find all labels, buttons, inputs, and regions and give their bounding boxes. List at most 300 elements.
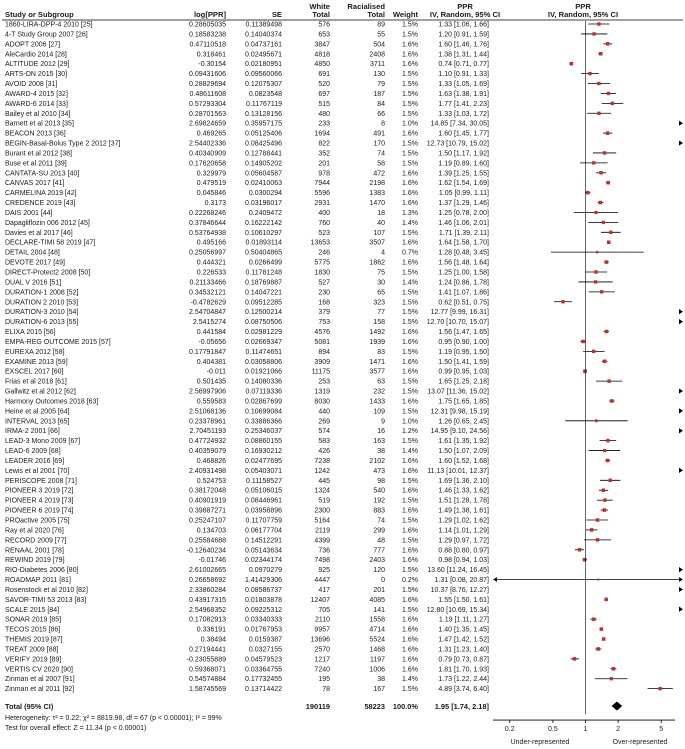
se-value: 0.14047221 — [245, 289, 282, 297]
point-marker — [607, 92, 610, 95]
se-value: 0.05604587 — [245, 170, 282, 178]
racialised-total: 30 — [377, 279, 385, 287]
weight-value: 1.5% — [402, 100, 418, 108]
racialised-total: 504 — [373, 41, 385, 49]
total-ci: 1.95 [1.74, 2.18] — [434, 702, 489, 712]
study-name: IRMA-2 2001 [66] — [5, 428, 60, 436]
white-total: 12407 — [310, 596, 330, 604]
study-name: VERIFY 2019 [89] — [5, 656, 62, 664]
racialised-total: 3711 — [369, 61, 385, 69]
point-marker — [605, 330, 609, 334]
se-value: 0.11781248 — [245, 269, 282, 277]
weight-value: 1.0% — [402, 120, 418, 128]
white-total: 5081 — [314, 338, 330, 346]
logppr-value: -0.011 — [206, 368, 226, 376]
study-name: DAIS 2001 [44] — [5, 209, 53, 217]
weight-value: 1.5% — [402, 71, 418, 79]
white-total: 705 — [318, 606, 330, 614]
se-value: 0.05403071 — [245, 467, 282, 475]
se-header: SE — [271, 10, 282, 19]
point-marker — [596, 251, 598, 253]
white-header-line1: White — [309, 2, 330, 11]
se-value: 0.08860155 — [245, 438, 282, 446]
study-name: THEMIS 2019 [87] — [5, 636, 63, 644]
logppr-value: 0.468826 — [196, 457, 226, 465]
logppr-value: 0.27194441 — [189, 646, 226, 654]
ci-header-line2: IV, Random, 95% CI — [429, 10, 501, 19]
racialised-total: 1383 — [369, 190, 385, 198]
se-value: 0.16222142 — [245, 219, 282, 227]
study-name: Heine et al 2005 [64] — [5, 408, 70, 416]
ci-value: 1.05 [0.99, 1.11] — [438, 190, 489, 198]
point-marker — [561, 300, 564, 303]
point-marker — [606, 131, 610, 135]
white-total: 5775 — [314, 259, 330, 267]
study-name: DUAL V 2016 [51] — [5, 279, 62, 287]
weight-value: 1.5% — [402, 309, 418, 317]
point-marker — [592, 617, 596, 621]
se-value: 0.01893114 — [245, 239, 282, 247]
logppr-value: 0.045846 — [196, 190, 226, 198]
study-name: EXAMINE 2013 [59] — [5, 358, 68, 366]
white-total: 4447 — [314, 577, 330, 585]
weight-value: 1.6% — [402, 547, 418, 555]
racialised-total: 16 — [377, 428, 385, 436]
se-value: 0.0970279 — [248, 567, 282, 575]
racialised-total: 55 — [377, 31, 385, 39]
se-value: 0.10699084 — [245, 408, 282, 416]
racialised-total: 84 — [377, 100, 385, 108]
ci-value: 0.95 [0.90, 1.00] — [438, 338, 489, 346]
study-name: Gallwitz et al 2012 [62] — [5, 388, 76, 396]
ci-value: 11.13 [10.01, 12.37] — [427, 467, 489, 475]
ci-value: 1.41 [1.07, 1.86] — [438, 289, 489, 297]
study-name: DIRECT-Protect2 2008 [50] — [5, 269, 91, 277]
racialised-total: 40 — [377, 219, 385, 227]
logppr-value: 0.25247107 — [189, 517, 226, 525]
racialised-total: 75 — [377, 269, 385, 277]
point-marker — [596, 538, 599, 541]
racialised-total: 1471 — [369, 358, 385, 366]
se-value: 0.07119336 — [245, 388, 282, 396]
se-value: 0.14080336 — [245, 378, 282, 386]
se-value: 0.02981229 — [245, 329, 282, 337]
white-total: 13653 — [310, 239, 330, 247]
point-marker — [604, 598, 608, 602]
study-name: Davies et al 2017 [46] — [5, 229, 73, 237]
study-name: Buse et al 2011 [39] — [5, 160, 67, 168]
ci-value: 1.49 [1.38, 1.61] — [438, 507, 489, 515]
racialised-total: 38 — [377, 448, 385, 456]
racialised-total: 299 — [373, 527, 385, 535]
se-value: 0.2409472 — [248, 209, 282, 217]
point-marker — [610, 399, 614, 403]
point-marker — [592, 32, 595, 35]
logppr-value: 0.329979 — [196, 170, 226, 178]
racialised-total: 1433 — [369, 398, 385, 406]
racialised-total: 74 — [377, 150, 385, 158]
ci-value: 1.60 [1.46, 1.76] — [438, 41, 489, 49]
racialised-total: 883 — [373, 507, 385, 515]
logppr-value: 1.58745569 — [189, 686, 226, 694]
white-total: 400 — [318, 209, 330, 217]
weight-value: 1.5% — [402, 229, 418, 237]
study-name: DETAIL 2004 [48] — [5, 249, 60, 257]
weight-value: 1.0% — [402, 418, 418, 426]
logppr-value: 0.28701563 — [189, 110, 226, 118]
racialised-total: 3577 — [369, 368, 385, 376]
se-value: 0.11767119 — [246, 100, 282, 108]
logppr-value: 0.26658692 — [189, 577, 226, 585]
study-name: DURATION-3 2010 [54] — [5, 309, 79, 317]
weight-value: 1.5% — [402, 81, 418, 89]
white-total: 230 — [318, 289, 330, 297]
point-marker — [573, 657, 577, 661]
arrow-right — [679, 468, 683, 473]
ci-value: 1.10 [0.91, 1.33] — [438, 71, 489, 79]
racialised-total: 4 — [381, 249, 385, 257]
se-value: 0.11474651 — [245, 348, 282, 356]
total-weight: 100.0% — [392, 702, 418, 712]
se-value: 0.13714422 — [245, 686, 282, 694]
ci-value: 1.46 [1.33, 1.62] — [438, 487, 489, 495]
racialised-total: 1006 — [369, 666, 385, 674]
ci-value: 1.63 [1.38, 1.91] — [438, 90, 489, 98]
racialised-total: 79 — [377, 81, 385, 89]
study-name: LEAD-3 Mono 2009 [67] — [5, 438, 81, 446]
study-name: Frias et al 2018 [61] — [5, 378, 67, 386]
ci-value: 1.61 [1.35, 1.92] — [438, 438, 489, 446]
x-tick-label: 0.2 — [504, 726, 515, 734]
weight-value: 1.6% — [402, 61, 418, 69]
logppr-value: 0.59368071 — [189, 666, 226, 674]
white-total: 5164 — [314, 517, 330, 525]
se-value: 0.01803878 — [245, 596, 282, 604]
white-total: 11175 — [311, 368, 330, 376]
ci-value: 1.33 [1.03, 1.72] — [438, 110, 489, 118]
se-value: 0.08425496 — [245, 140, 282, 148]
logppr-value: -0.30154 — [198, 61, 226, 69]
study-name: BEGIN-Basal-Bolus Type 2 2012 [37] — [5, 140, 121, 148]
racialised-total: 192 — [373, 497, 385, 505]
ci-value: 1.14 [1.01, 1.29] — [438, 527, 489, 535]
white-total: 7944 — [314, 180, 330, 188]
study-name: Zinman et al 2007 [91] — [5, 676, 75, 684]
racialised-total: 472 — [373, 170, 385, 178]
ci-value: 0.88 [0.80, 0.97] — [438, 547, 489, 555]
logppr-value: 2.54402336 — [189, 140, 226, 148]
se-value: 1.41429306 — [245, 577, 282, 585]
se-value: 0.04737161 — [245, 41, 282, 49]
ci-value: 1.46 [1.06, 2.01] — [438, 219, 489, 227]
study-name: SONAR 2019 [85] — [5, 616, 62, 624]
logppr-value: 2.69824659 — [189, 120, 226, 128]
se-value: 0.08446961 — [245, 497, 282, 505]
white-total: 8030 — [314, 398, 330, 406]
total-diamond — [612, 702, 623, 711]
point-marker — [603, 151, 606, 154]
ci-header-line1: PPR — [457, 2, 473, 11]
weight-value: 1.6% — [402, 398, 418, 406]
ci-value: 1.20 [0.91, 1.59] — [438, 31, 489, 39]
se-value: 0.50404865 — [245, 249, 282, 257]
weight-value: 1.5% — [402, 150, 418, 158]
ci-value: 14.95 [9.10, 24.56] — [430, 428, 489, 436]
logppr-value: 2.5415274 — [192, 319, 226, 327]
study-name: Barnett et al 2013 [35] — [5, 120, 74, 128]
weight-value: 1.5% — [402, 438, 418, 446]
study-name: EUREXA 2012 [58] — [5, 348, 65, 356]
arrow-right — [679, 587, 683, 592]
racialised-total: 58 — [377, 160, 385, 168]
logppr-value: 0.38172048 — [189, 487, 226, 495]
se-value: 0.02477695 — [245, 457, 282, 465]
weight-value: 1.5% — [402, 269, 418, 277]
se-value: 0.11158527 — [246, 477, 282, 485]
ci-value: 1.28 [0.48, 3.45] — [438, 249, 489, 257]
logppr-value: 0.40340909 — [189, 150, 226, 158]
logppr-value: 0.495166 — [196, 239, 226, 247]
se-value: 0.33886366 — [245, 418, 282, 426]
white-total: 760 — [318, 219, 330, 227]
se-value: 0.13128156 — [245, 110, 282, 118]
weight-value: 1.5% — [402, 90, 418, 98]
overall-effect-text: Test for overall effect: Z = 11.34 (p < 0.00001) — [5, 725, 147, 733]
weight-value: 1.6% — [402, 200, 418, 208]
study-name: Rosenstock et al 2010 [82] — [5, 586, 88, 594]
racialised-total: 4714 — [369, 626, 385, 634]
ci-value: 13.60 [11.24, 16.45] — [427, 567, 489, 575]
racialised-total: 107 — [373, 229, 385, 237]
study-name: BEACON 2013 [36] — [5, 130, 66, 138]
logppr-value: 0.524753 — [196, 477, 226, 485]
white-total: 13696 — [310, 636, 330, 644]
ci-value: 10.37 [8.76, 12.27] — [430, 586, 489, 594]
white-total: 2931 — [314, 200, 330, 208]
logppr-value: 0.28605035 — [189, 21, 226, 29]
weight-value: 1.6% — [402, 666, 418, 674]
white-total: 253 — [318, 378, 330, 386]
logppr-value: 0.39887271 — [189, 507, 226, 515]
racialised-total: 163 — [373, 438, 385, 446]
logppr-value: 0.22268246 — [189, 209, 226, 217]
weight-value: 1.6% — [402, 507, 418, 515]
total-white: 190119 — [305, 702, 330, 712]
racialised-total: 1862 — [369, 259, 385, 267]
weight-value: 1.6% — [402, 190, 418, 198]
point-marker — [588, 72, 591, 75]
weight-value: 1.6% — [402, 338, 418, 346]
racialised-total: 1492 — [369, 329, 385, 337]
weight-value: 1.5% — [402, 140, 418, 148]
white-total: 195 — [318, 676, 330, 684]
racialised-total: 323 — [373, 299, 385, 307]
point-marker — [570, 62, 574, 66]
weight-value: 1.5% — [402, 477, 418, 485]
se-value: 0.08586737 — [245, 586, 282, 594]
racialised-total: 5524 — [369, 636, 385, 644]
study-name: Harmony Outcomes 2018 [63] — [5, 398, 99, 406]
study-name: RENAAL 2001 [78] — [5, 547, 64, 555]
weight-value: 1.5% — [402, 537, 418, 545]
ci-value: 1.60 [1.52, 1.68] — [438, 457, 489, 465]
se-value: 0.14512291 — [245, 537, 282, 545]
weight-value: 1.4% — [402, 448, 418, 456]
study-name: AWARD-4 2015 [32] — [5, 90, 68, 98]
se-value: 0.0327155 — [248, 646, 282, 654]
ci-value: 1.65 [1.25, 2.18] — [438, 378, 489, 386]
weight-value: 1.6% — [402, 457, 418, 465]
se-value: 0.03058806 — [245, 358, 282, 366]
point-marker — [603, 449, 606, 452]
se-value: 0.18769887 — [245, 279, 282, 287]
logppr-value: -0.01746 — [198, 557, 226, 565]
white-total: 753 — [318, 319, 330, 327]
point-marker — [592, 350, 595, 353]
logppr-value: 0.23378961 — [189, 418, 226, 426]
white-total: 894 — [318, 348, 330, 356]
study-name: SAVOR-TIMI 53 2013 [83] — [5, 596, 87, 604]
racialised-total: 1197 — [369, 656, 385, 664]
racialised-total: 63 — [377, 378, 385, 386]
white-total: 925 — [318, 567, 330, 575]
point-marker — [600, 290, 603, 293]
point-marker — [605, 260, 609, 264]
se-value: 0.0266499 — [248, 259, 282, 267]
study-name: AWARD-6 2014 [33] — [5, 100, 68, 108]
logppr-value: 2.61002665 — [189, 567, 226, 575]
racialised-total: 3507 — [369, 239, 385, 247]
total-label: Total (95% CI) — [5, 702, 54, 712]
study-name: CANVAS 2017 [41] — [5, 180, 65, 188]
point-marker — [595, 419, 598, 422]
white-total: 574 — [318, 428, 330, 436]
weight-value: 1.6% — [402, 41, 418, 49]
weight-value: 1.6% — [402, 259, 418, 267]
se-value: 0.11389498 — [245, 21, 282, 29]
ci-value: 1.64 [1.58, 1.70] — [438, 239, 489, 247]
ci-value: 1.50 [1.17, 1.92] — [438, 150, 489, 158]
study-name: SCALE 2015 [84] — [5, 606, 60, 614]
se-value: 0.17732455 — [245, 676, 282, 684]
se-value: 0.05125406 — [245, 130, 282, 138]
ci-value: 12.31 [9.98, 15.19] — [430, 408, 489, 416]
arrow-right — [679, 319, 683, 324]
study-name: ROADMAP 2011 [81] — [5, 577, 71, 585]
white-total: 515 — [318, 100, 330, 108]
arrow-right — [679, 121, 683, 126]
weight-value: 1.6% — [402, 368, 418, 376]
logppr-value: -0.05656 — [198, 338, 226, 346]
logppr-value: 0.43917315 — [189, 596, 226, 604]
study-name: DEVOTE 2017 [49] — [5, 259, 65, 267]
racialised-total: 89 — [377, 21, 385, 29]
point-marker — [594, 280, 597, 283]
se-value: 0.0159387 — [248, 636, 282, 644]
logppr-value: 2.70451193 — [189, 428, 226, 436]
ci-value: 1.56 [1.47, 1.65] — [438, 329, 489, 337]
point-marker — [581, 340, 585, 344]
se-value: 0.01921066 — [245, 368, 282, 376]
ci-value: 0.98 [0.94, 1.03] — [438, 557, 489, 565]
weight-value: 1.5% — [402, 289, 418, 297]
study-name: REWIND 2019 [79] — [5, 557, 65, 565]
point-marker — [597, 112, 600, 115]
white-total: 246 — [318, 249, 330, 257]
ci-value: 4.89 [3.74, 6.40] — [438, 686, 489, 694]
study-name: LEAD-6 2009 [68] — [5, 448, 61, 456]
weight-value: 1.5% — [402, 378, 418, 386]
white-total: 440 — [318, 408, 330, 416]
logppr-value: 0.21133466 — [189, 279, 226, 287]
weight-value: 1.5% — [402, 319, 418, 327]
logppr-value: 0.53764938 — [189, 229, 226, 237]
weight-value: 0.2% — [402, 577, 418, 585]
logppr-value: 0.40359079 — [189, 448, 226, 456]
study-name: 4-T Study Group 2007 [26] — [5, 31, 88, 39]
logppr-value: -0.23055889 — [186, 656, 226, 664]
logppr-value: 0.38494 — [200, 636, 226, 644]
logppr-value: 0.48611608 — [189, 90, 226, 98]
study-name: ALTITUDE 2012 [29] — [5, 61, 70, 69]
racialised-total: 187 — [373, 90, 385, 98]
weight-value: 1.5% — [402, 348, 418, 356]
white-total: 583 — [318, 438, 330, 446]
white-total: 2570 — [314, 646, 330, 654]
logppr-value: 0.479519 — [196, 180, 226, 188]
weight-value: 1.5% — [402, 567, 418, 575]
se-value: 0.25346037 — [245, 428, 282, 436]
racialised-total: 18 — [377, 209, 385, 217]
favours-right-label: Over-represented — [612, 739, 668, 747]
se-value: 0.09512285 — [245, 299, 282, 307]
se-value: 0.16930212 — [245, 448, 282, 456]
logppr-value: 0.17791847 — [189, 348, 226, 356]
weight-value: 1.6% — [402, 51, 418, 59]
point-marker — [599, 171, 603, 175]
weight-value: 1.4% — [402, 219, 418, 227]
plot-header-line2: IV, Random, 95% CI — [547, 10, 619, 19]
weight-value: 1.6% — [402, 170, 418, 178]
ci-value: 12.80 [10.69, 15.34] — [426, 606, 489, 614]
point-marker — [611, 102, 614, 105]
white-total: 480 — [318, 110, 330, 118]
x-tick-label: 1 — [583, 726, 588, 734]
total-racialised: 58223 — [364, 702, 385, 712]
point-marker — [603, 498, 606, 501]
ci-value: 1.37 [1.29, 1.46] — [438, 200, 489, 208]
study-name: Dapagliflozin 006 2012 [45] — [5, 219, 90, 227]
racialised-total: 2403 — [369, 557, 385, 565]
ci-value: 1.62 [1.54, 1.69] — [438, 180, 489, 188]
point-marker — [606, 439, 609, 442]
point-marker — [599, 52, 603, 56]
arrow-right — [679, 408, 683, 413]
logppr-value: 0.501435 — [196, 378, 226, 386]
weight-value: 1.5% — [402, 31, 418, 39]
point-marker — [597, 579, 599, 581]
se-value: 0.12788441 — [245, 150, 282, 158]
ci-value: 12.77 [9.99, 16.31] — [430, 309, 489, 317]
white-total: 1324 — [314, 487, 330, 495]
se-value: 0.03196017 — [245, 200, 282, 208]
study-name: AleCardio 2014 [28] — [5, 51, 67, 59]
racialised-total: 98 — [377, 477, 385, 485]
study-name: RECORD 2009 [77] — [5, 537, 67, 545]
study-name: EMPA-REG OUTCOME 2015 [57] — [5, 338, 111, 346]
ci-value: 12.70 [10.70, 15.07] — [426, 319, 489, 327]
ci-value: 1.77 [1.41, 2.23] — [438, 100, 489, 108]
